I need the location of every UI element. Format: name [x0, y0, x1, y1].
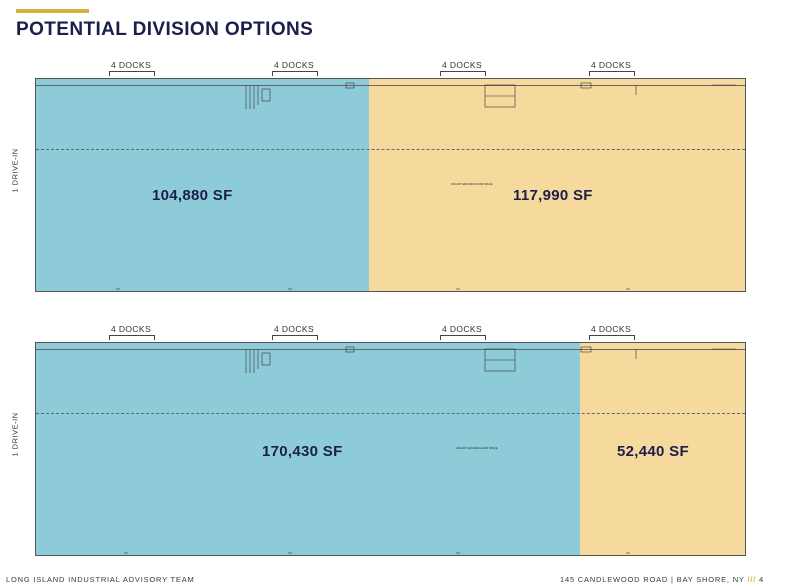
- division-area-a-label: 104,880 SF: [152, 187, 233, 204]
- drive-in-label: 1 DRIVE-IN: [10, 412, 20, 457]
- plan-line-details: [36, 79, 747, 293]
- footer-address-block: [560, 575, 764, 584]
- dock-bracket: [589, 335, 635, 340]
- dock-bracket: [109, 335, 155, 340]
- dock-bracket: [109, 71, 155, 76]
- floor-plan-option-1: [0, 56, 786, 296]
- plan-annotation: VACANT GROUND FLOOR SPACE: [451, 183, 493, 186]
- title-accent-bar: [16, 9, 89, 13]
- dock-label: 4 DOCKS: [110, 324, 152, 334]
- dock-label: 4 DOCKS: [273, 60, 315, 70]
- dock-bracket: [589, 71, 635, 76]
- footer-page-number: 4: [759, 575, 764, 584]
- drive-in-label: 1 DRIVE-IN: [10, 148, 20, 193]
- footer-team-name: LONG ISLAND INDUSTRIAL ADVISORY TEAM: [6, 575, 195, 584]
- floor-plan-option-2: [0, 320, 786, 560]
- dock-label: 4 DOCKS: [441, 60, 483, 70]
- division-area-b-label: 117,990 SF: [513, 187, 593, 204]
- footer-separator: ///: [747, 575, 757, 584]
- dock-bracket: [440, 71, 486, 76]
- building-outline: [35, 78, 746, 292]
- division-area-b-label: 52,440 SF: [617, 443, 689, 460]
- footer-address: 145 CANDLEWOOD ROAD | BAY SHORE, NY: [560, 575, 745, 584]
- dock-bracket: [272, 71, 318, 76]
- dock-label: 4 DOCKS: [110, 60, 152, 70]
- dock-bracket: [272, 335, 318, 340]
- dock-bracket: [440, 335, 486, 340]
- dock-label: 4 DOCKS: [441, 324, 483, 334]
- page-title: POTENTIAL DIVISION OPTIONS: [16, 19, 314, 40]
- dock-label: 4 DOCKS: [590, 60, 632, 70]
- dock-label: 4 DOCKS: [273, 324, 315, 334]
- plan-annotation: VACANT GROUND FLOOR SPACE: [456, 447, 498, 450]
- dock-label: 4 DOCKS: [590, 324, 632, 334]
- division-area-a-label: 170,430 SF: [262, 443, 343, 460]
